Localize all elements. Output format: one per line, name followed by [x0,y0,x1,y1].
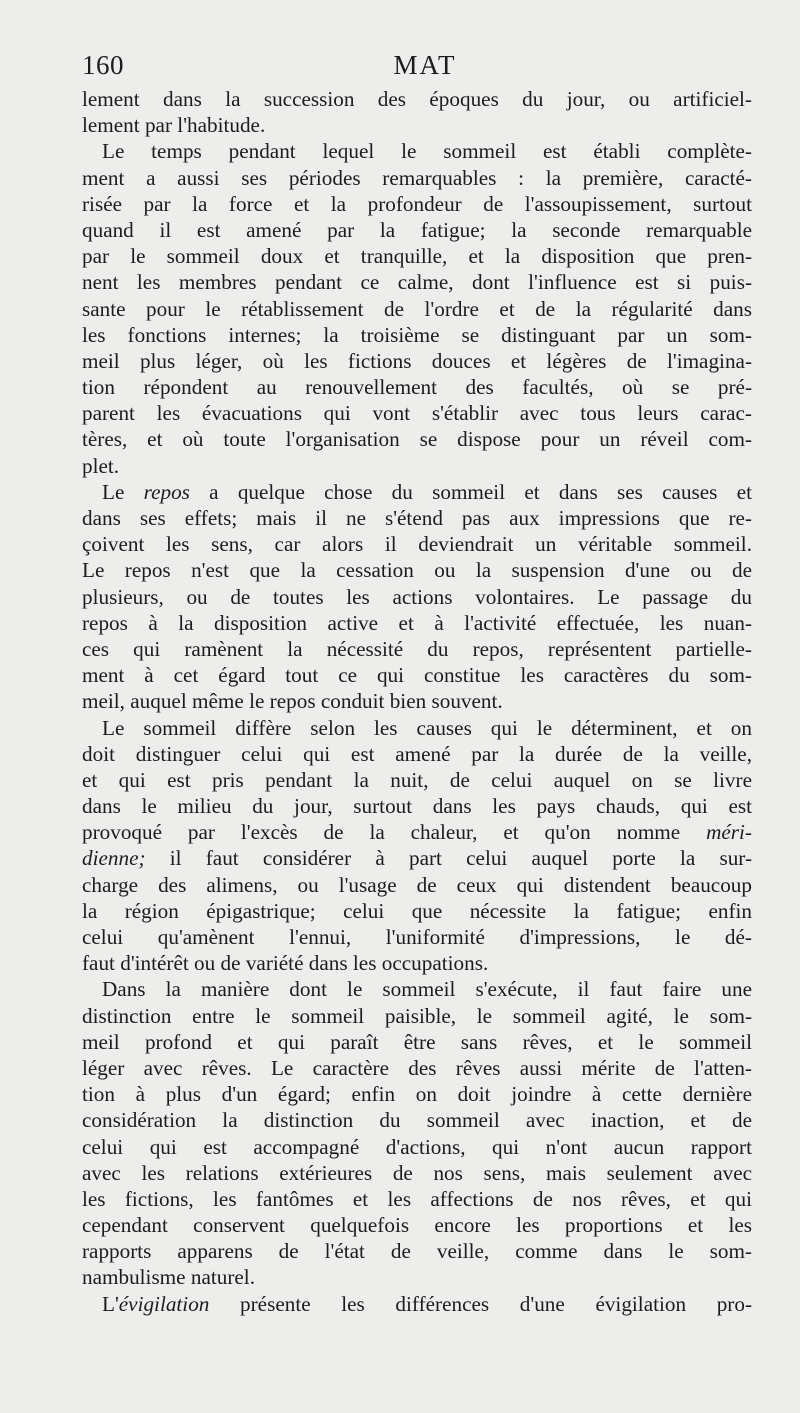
text-line: provoqué par l'excès de la chaleur, et qu'on nomme méri- [82,820,752,845]
text-line: la région épigastrique; celui que nécessite la fatigue; enfin [82,898,752,923]
text-line: les fictions, les fantômes et les affections de nos rêves, et qui [82,1186,752,1211]
text-line: meil, auquel même le repos conduit bien souvent. [82,689,503,714]
text-line: risée par la force et la profondeur de l'assoupissement, surtout [82,191,752,216]
text-line: repos à la disposition active et à l'activité effectuée, les nuan- [82,610,752,635]
text-line: lement par l'habitude. [82,113,266,138]
text-line: tion à plus d'un égard; enfin on doit joindre à cette dernière [82,1082,752,1107]
text-line: faut d'intérêt ou de variété dans les occupations. [82,951,489,976]
text-line: Le sommeil diffère selon les causes qui le déterminent, et on [102,715,752,740]
text-line: celui qu'amènent l'ennui, l'uniformité d'impressions, le dé- [82,925,752,949]
text-line: dans ses effets; mais il ne s'étend pas aux impressions que re- [82,506,752,530]
text-line: ces qui ramènent la nécessité du repos, représentent partielle- [82,636,752,661]
text-line: léger avec rêves. Le caractère des rêves aussi mérite de l'atten- [82,1055,752,1080]
text-line: parent les évacuations qui vont s'établir avec tous leurs carac- [82,401,752,426]
text-line: tion répondent au renouvellement des facultés, où se pré- [82,375,752,400]
text-line: ment à cet égard tout ce qui constitue les caractères du som- [82,663,752,688]
page-header [82,50,768,84]
text-line: doit distinguer celui qui est amené par la durée de la veille, [82,741,752,766]
text-line: Dans la manière dont le sommeil s'exécute, il faut faire une [102,977,752,1002]
text-line: par le sommeil doux et tranquille, et la disposition que pren- [82,244,752,269]
text-line: Le repos a quelque chose du sommeil et dans ses causes et [102,479,752,504]
text-line: et qui est pris pendant la nuit, de celui auquel on se livre [82,767,752,792]
text-line: tères, et où toute l'organisation se dispose pour un réveil com- [82,427,752,452]
text-line: celui qui est accompagné d'actions, qui n'ont aucun rapport [82,1134,752,1159]
text-line: plet. [82,453,120,478]
text-line: sante pour le rétablissement de l'ordre et de la régularité dans [82,296,752,321]
text-line: distinction entre le sommeil paisible, le sommeil agité, le som- [82,1003,752,1028]
page-number: 160 [82,50,124,80]
text-line: nent les membres pendant ce calme, dont l'influence est si puis- [82,270,752,295]
text-line: avec les relations extérieures de nos sens, mais seulement avec [82,1160,752,1185]
text-line: Le temps pendant lequel le sommeil est établi complète- [102,139,752,164]
text-line: considération la distinction du sommeil avec inaction, et de [82,1108,752,1133]
text-line: meil plus léger, où les fictions douces et légères de l'imagina- [82,348,752,373]
text-line: ment a aussi ses périodes remarquables : la première, caracté- [82,165,752,190]
text-line: meil profond et qui paraît être sans rêves, et le sommeil [82,1029,752,1054]
text-line: dienne; il faut considérer à part celui auquel porte la sur- [82,846,752,871]
text-line: plusieurs, ou de toutes les actions volontaires. Le passage du [82,584,752,609]
text-line: les fonctions internes; la troisième se distinguant par un som- [82,322,752,347]
text-line: quand il est amené par la fatigue; la seconde remarquable [82,217,752,242]
text-line: cependant conservent quelquefois encore les proportions et les [82,1213,752,1238]
text-line: L'évigilation présente les différences d'une évigilation pro- [102,1291,752,1316]
text-line: nambulisme naturel. [82,1265,255,1290]
body-text [82,86,752,1317]
text-line: lement dans la succession des époques du jour, ou artificiel- [82,87,752,111]
text-line: rapports apparens de l'état de veille, comme dans le som- [82,1239,752,1264]
text-line: Le repos n'est que la cessation ou la suspension d'une ou de [82,558,752,583]
text-line: dans le milieu du jour, surtout dans les pays chauds, qui est [82,794,752,819]
text-line: charge des alimens, ou l'usage de ceux qui distendent beaucoup [82,872,752,897]
text-line: çoivent les sens, car alors il deviendrait un véritable sommeil. [82,532,752,557]
running-head: MAT [393,50,457,80]
